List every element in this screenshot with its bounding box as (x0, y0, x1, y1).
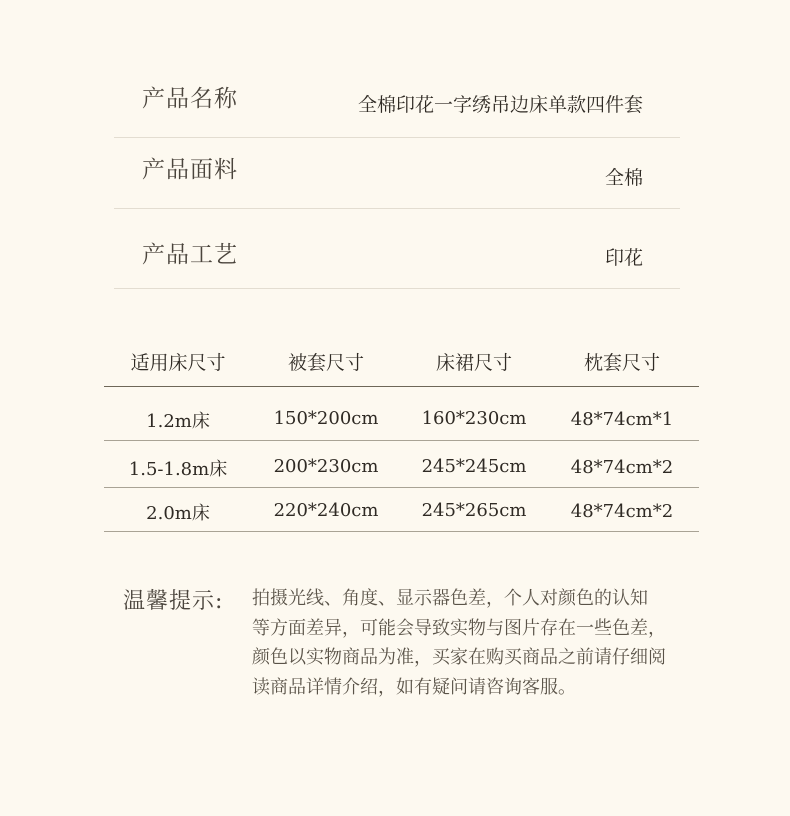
table-cell: 220*240cm (273, 500, 379, 521)
header-cell: 枕套尺寸 (583, 352, 660, 374)
header-cell: 被套尺寸 (287, 352, 364, 374)
table-row (104, 387, 699, 441)
spec-value: 全棉印花一字绣吊边床单款四件套 (357, 94, 643, 116)
table-cell: 48*74cm*2 (570, 501, 674, 522)
notice-line: 等方面差异，可能会导致实物与图片存在一些色差， (252, 617, 666, 639)
table-cell: 245*265cm (421, 500, 527, 521)
notice-line: 拍摄光线、角度、显示器色差，个人对颜色的认知 (252, 588, 648, 609)
header-cell: 适用床尺寸 (130, 352, 226, 374)
table-cell: 2.0m床 (146, 503, 210, 524)
table-row (104, 488, 699, 532)
table-header (104, 336, 699, 387)
spec-label: 产品名称 (142, 86, 238, 112)
notice-line: 颜色以实物商品为准，买家在购买商品之前请仔细阅 (252, 647, 666, 668)
spec-label: 产品工艺 (142, 242, 238, 268)
size-table (104, 336, 699, 532)
spec-label: 产品面料 (142, 157, 238, 183)
spec-row-name (114, 66, 680, 138)
notice-text (252, 584, 672, 702)
spec-row-craft (114, 208, 680, 289)
table-cell: 245*245cm (421, 456, 527, 477)
table-cell: 200*230cm (273, 456, 379, 477)
spec-row-fabric (114, 137, 680, 209)
spec-value: 印花 (604, 247, 643, 269)
table-cell: 48*74cm*2 (570, 457, 674, 478)
table-cell: 160*230cm (421, 408, 527, 429)
notice-label: 温馨提示: (123, 589, 224, 614)
table-row (104, 441, 699, 488)
table-cell: 150*200cm (273, 408, 379, 429)
table-cell: 1.2m床 (146, 411, 210, 432)
notice-line: 读商品详情介绍，如有疑问请咨询客服。 (252, 676, 576, 698)
header-cell: 床裙尺寸 (435, 352, 512, 374)
table-cell: 1.5-1.8m床 (128, 459, 228, 480)
spec-value: 全棉 (604, 167, 643, 189)
table-cell: 48*74cm*1 (570, 409, 674, 430)
